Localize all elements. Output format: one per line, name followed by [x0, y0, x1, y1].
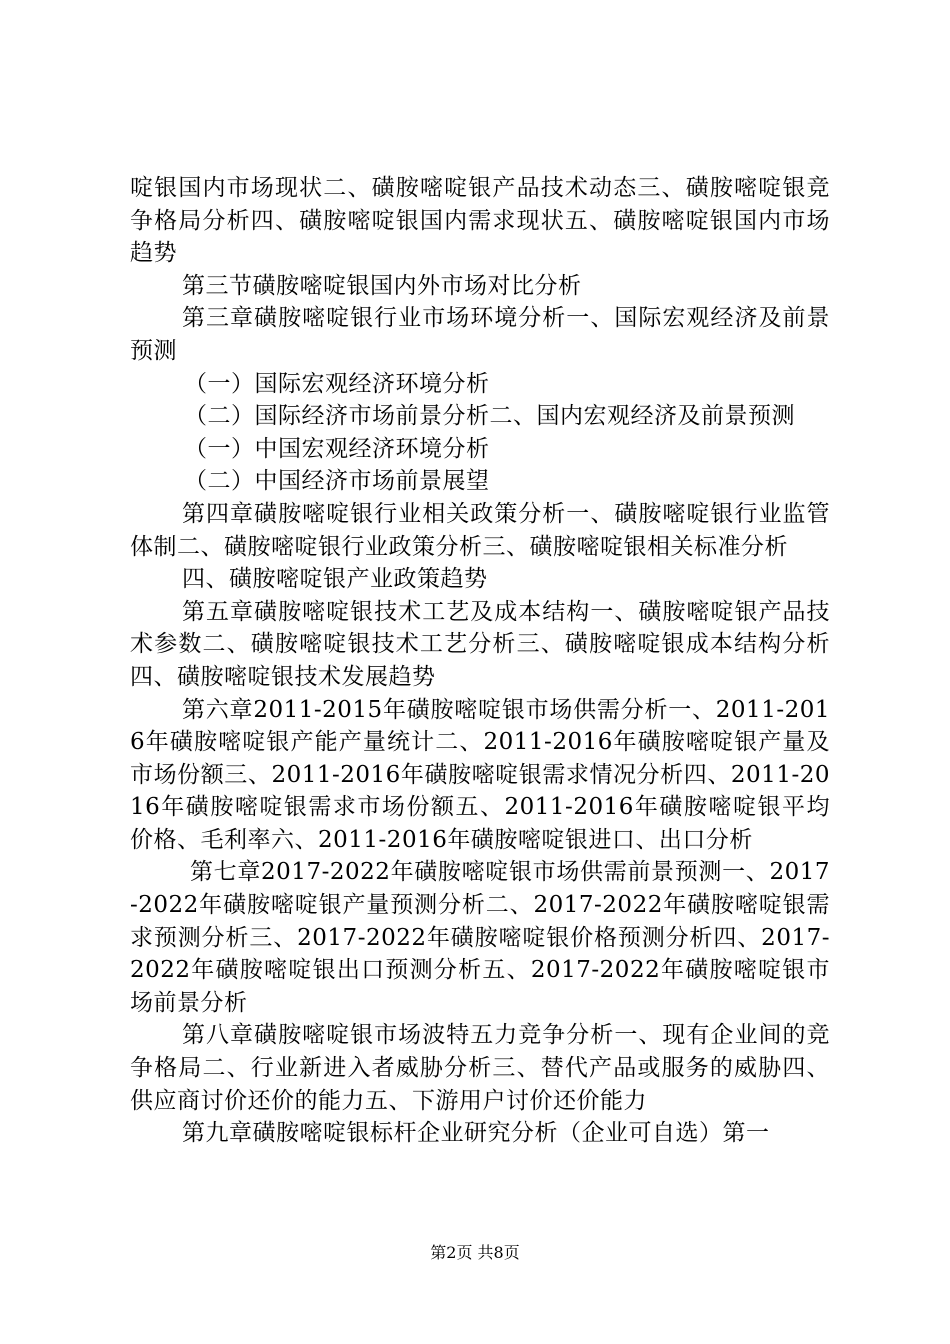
- paragraph-continuation: 啶银国内市场现状二、磺胺嘧啶银产品技术动态三、磺胺嘧啶银竞争格局分析四、磺胺嘧啶银国内需求现状五、磺胺嘧啶银国内市场趋势: [130, 175, 830, 267]
- document-body: [130, 172, 830, 1150]
- paragraph-chapter-9: 第九章磺胺嘧啶银标杆企业研究分析（企业可自选）第一: [182, 1120, 770, 1147]
- paragraph-chapter-4: 第四章磺胺嘧啶银行业相关政策分析一、磺胺嘧啶银行业监管体制二、磺胺嘧啶银行业政策分析三、磺胺嘧啶银相关标准分析: [130, 500, 830, 560]
- paragraph-sub-4: （二）中国经济市场前景展望: [184, 468, 490, 495]
- paragraph-sub-1: （一）国际宏观经济环境分析: [184, 370, 490, 397]
- page-number-footer: 第2页 共8页: [430, 1243, 520, 1262]
- paragraph-sub-2: （二）国际经济市场前景分析二、国内宏观经济及前景预测: [184, 403, 795, 430]
- paragraph-chapter-8: 第八章磺胺嘧啶银市场波特五力竞争分析一、现有企业间的竞争格局二、行业新进入者威胁分析三、替代产品或服务的威胁四、供应商讨价还价的能力五、下游用户讨价还价能力: [130, 1022, 830, 1114]
- paragraph-chapter-4-item: 四、磺胺嘧啶银产业政策趋势: [182, 566, 488, 593]
- paragraph-chapter-3: 第三章磺胺嘧啶银行业市场环境分析一、国际宏观经济及前景预测: [130, 305, 830, 364]
- paragraph-chapter-6: 第六章2011-2015年磺胺嘧啶银市场供需分析一、2011-2016年磺胺嘧啶银产能产量统计二、2011-2016年磺胺嘧啶银产量及市场份额三、2011-2016年磺胺嘧啶银需求情况分析四、2011-2016年磺胺嘧啶银需求市场份额五、2011-2016年磺胺嘧啶银平均价格、毛利率六、2011-2016年磺胺嘧啶银进口、出口分析: [130, 696, 830, 853]
- paragraph-sub-3: （一）中国宏观经济环境分析: [184, 435, 490, 462]
- paragraph-section-3: 第三节磺胺嘧啶银国内外市场对比分析: [182, 272, 582, 299]
- paragraph-chapter-7: 第七章2017-2022年磺胺嘧啶银市场供需前景预测一、2017-2022年磺胺嘧啶银产量预测分析二、2017-2022年磺胺嘧啶银需求预测分析三、2017-2022年磺胺嘧啶银价格预测分析四、2017-2022年磺胺嘧啶银出口预测分析五、2017-2022年磺胺嘧啶银市场前景分析: [130, 859, 830, 1016]
- paragraph-chapter-5: 第五章磺胺嘧啶银技术工艺及成本结构一、磺胺嘧啶银产品技术参数二、磺胺嘧啶银技术工艺分析三、磺胺嘧啶银成本结构分析四、磺胺嘧啶银技术发展趋势: [130, 598, 830, 690]
